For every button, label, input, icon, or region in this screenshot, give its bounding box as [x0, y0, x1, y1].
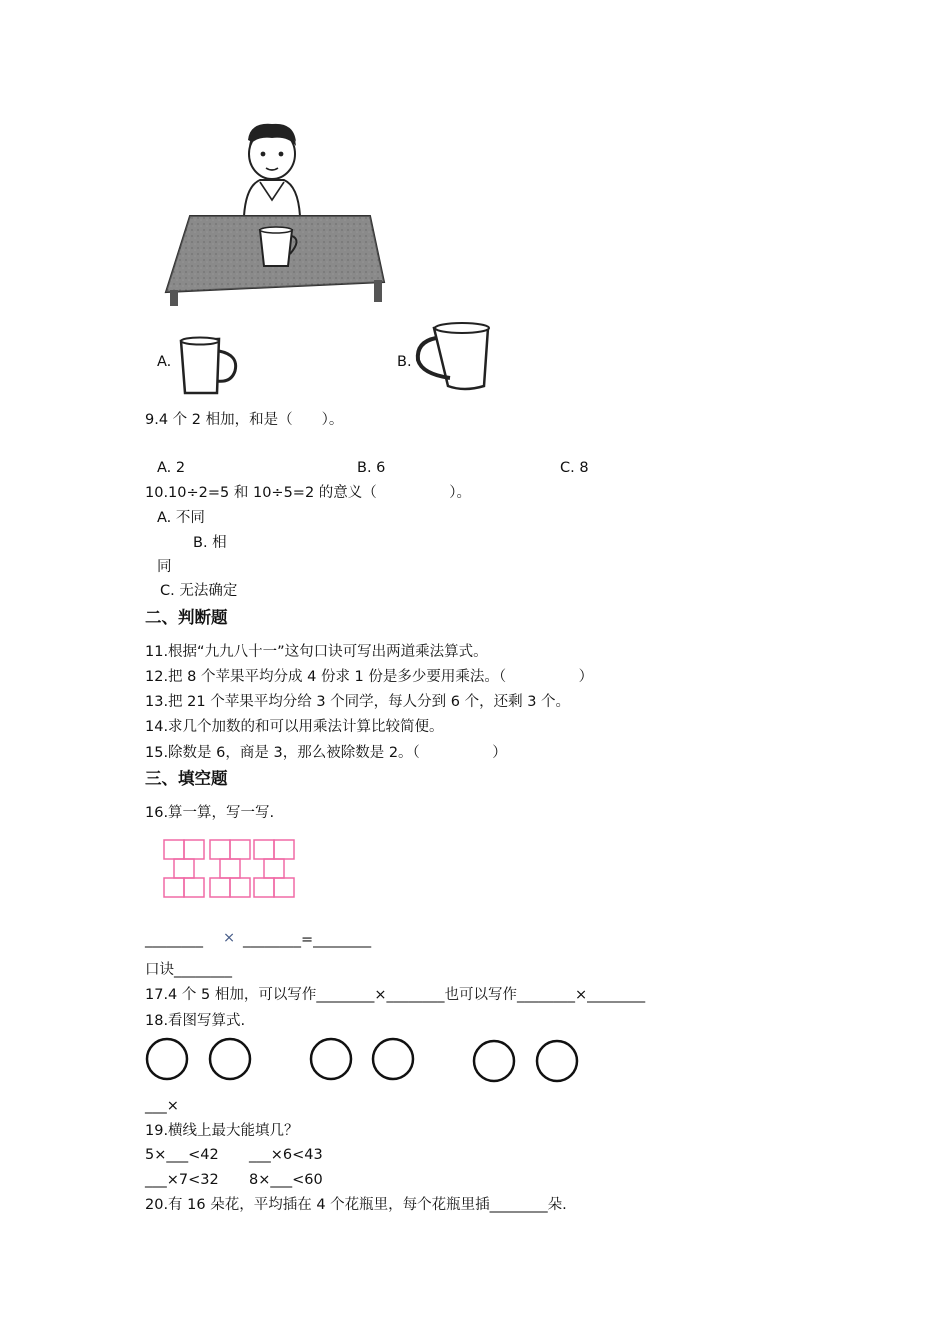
q18-answer: ___×	[145, 1098, 179, 1114]
q8-option-a-label: A.	[157, 354, 172, 370]
circle	[474, 1041, 514, 1081]
q10-stem: 10.10÷2=5 和 10÷5=2 的意义（ ）。	[145, 485, 472, 501]
q15: 15.除数是 6，商是 3，那么被除数是 2。（ ）	[145, 745, 507, 761]
pink-square-grid-figure	[160, 838, 300, 902]
q11: 11.根据“九九八十一”这句口诀可写出两道乘法算式。	[145, 644, 488, 660]
q9-stem: 9.4 个 2 相加，和是（ ）。	[145, 412, 344, 428]
q19-b: ___×6<43	[249, 1147, 323, 1163]
q19-d: 8×___<60	[249, 1172, 323, 1188]
q9-option-b: B. 6	[357, 460, 386, 476]
q9-option-c: C. 8	[560, 460, 589, 476]
q16-blanks-rest: ________=________	[243, 932, 372, 948]
q16-times-sign: ×	[223, 930, 236, 946]
circle	[373, 1039, 413, 1079]
boy-at-table-illustration	[160, 120, 390, 310]
q17: 17.4 个 5 相加，可以写作________×________也可以写作________×________	[145, 987, 646, 1003]
circle	[147, 1039, 187, 1079]
cup-icon-option-a	[175, 335, 241, 397]
q9-option-a: A. 2	[157, 460, 186, 476]
cup-icon-option-b	[414, 320, 496, 392]
q19-a: 5×___<42	[145, 1147, 219, 1163]
q16-koujue: 口诀________	[145, 962, 232, 978]
circle	[210, 1039, 250, 1079]
q10-option-a: A. 不同	[157, 510, 205, 526]
q16-blank-1: ________	[145, 932, 203, 948]
circle	[311, 1039, 351, 1079]
q10-option-b-part1: B. 相	[193, 535, 227, 551]
q19-c: ___×7<32	[145, 1172, 219, 1188]
q10-option-b-part2: 同	[157, 559, 172, 575]
q18-stem: 18.看图写算式.	[145, 1013, 246, 1029]
circle	[537, 1041, 577, 1081]
q12: 12.把 8 个苹果平均分成 4 份求 1 份是多少要用乘法。（ ）	[145, 669, 594, 685]
q20: 20.有 16 朵花，平均插在 4 个花瓶里，每个花瓶里插________朵.	[145, 1197, 567, 1213]
q13: 13.把 21 个苹果平均分给 3 个同学，每人分到 6 个，还剩 3 个。	[145, 694, 571, 710]
section2-title: 二、判断题	[145, 608, 228, 627]
circles-figure	[140, 1036, 590, 1086]
q10-option-c: C. 无法确定	[160, 583, 238, 599]
q16-stem: 16.算一算，写一写.	[145, 805, 275, 821]
section3-title: 三、填空题	[145, 769, 228, 788]
q8-option-b-label: B.	[397, 354, 412, 370]
q19-stem: 19.横线上最大能填几？	[145, 1123, 299, 1139]
q14: 14.求几个加数的和可以用乘法计算比较简便。	[145, 719, 444, 735]
